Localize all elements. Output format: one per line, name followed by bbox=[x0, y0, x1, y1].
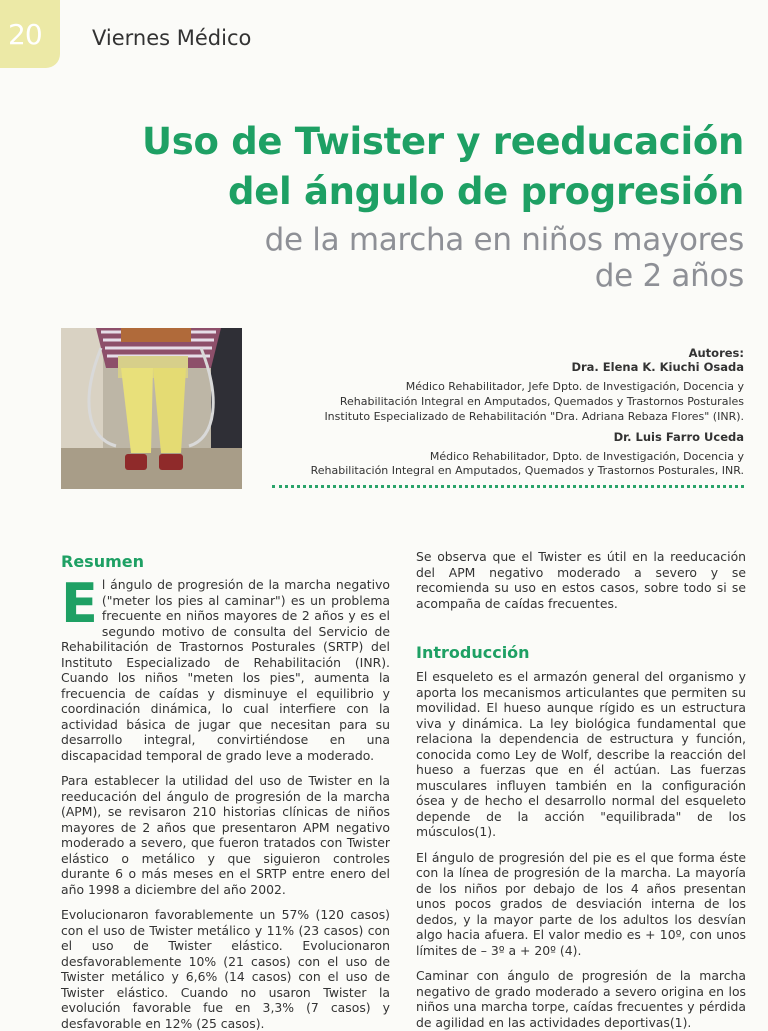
dotted-divider bbox=[272, 485, 744, 488]
author-1-name: Dra. Elena K. Kiuchi Osada bbox=[571, 360, 744, 374]
resumen-paragraph-3: Evolucionaron favorablemente un 57% (120 casos) con el uso de Twister metálico y 11% (23 casos) con el uso de Twister elástico. Evolucionaron desfavorablemente 10% (21 casos) con el uso de Twister metálico y 6,6% (14 casos) con el uso de Twister elástico. Cuando no usaron Twister la evolución favorable fue en 3,3% (7 casos) y desfavorable en 12% (25 casos). bbox=[61, 907, 390, 1031]
section-name: Viernes Médico bbox=[92, 26, 252, 50]
resumen-paragraph-1-text: l ángulo de progresión de la marcha negativo ("meter los pies al caminar") es un problema frecuente en niños mayores de 2 años y es el segundo motivo de consulta del Servicio de Rehabilitación de Trastornos Posturales (SRTP) del Instituto Especializado de Rehabilitación (INR). Cuando los niños "meten los pies", aumenta la frecuencia de caídas y disminuye el equilibrio y coordinación dinámica, lo cual interfiere con la actividad básica de jugar que necesitan para su desarrollo integral, convirtiéndose en una discapacidad temporal de grado leve a moderado. bbox=[61, 577, 390, 763]
article-title-line-1: Uso de Twister y reeducación bbox=[142, 120, 744, 163]
author-2-affiliation-2: Rehabilitación Integral en Amputados, Quemados y Trastornos Posturales, INR. bbox=[310, 464, 744, 477]
page-number: 20 bbox=[8, 18, 42, 51]
introduccion-paragraph-3: Caminar con ángulo de progresión de la marcha negativo de grado moderado a severo origina en los niños una marcha torpe, caídas frecuentes y pérdida de agilidad en las actividades deportivas(1). bbox=[416, 968, 746, 1030]
page-number-tab bbox=[0, 0, 60, 68]
photo-illustration bbox=[61, 328, 242, 489]
author-1-affiliation-2: Rehabilitación Integral en Amputados, Quemados y Trastornos Posturales bbox=[339, 395, 744, 408]
drop-cap: E bbox=[61, 572, 98, 635]
author-2-affiliation-1: Médico Rehabilitador, Dpto. de Investigación, Docencia y bbox=[429, 450, 744, 463]
resumen-paragraph-1 bbox=[61, 572, 390, 763]
author-2-name: Dr. Luis Farro Uceda bbox=[613, 430, 744, 444]
introduccion-paragraph-1: El esqueleto es el armazón general del organismo y aporta los mecanismos articulantes que permiten su movilidad. El hueso aunque rígido es un estructura viva y dinámica. La ley biológica fundamental que relaciona la dependencia de estructura y función, conocida como Ley de Wolf, describe la reacción del hueso a fuerzas que en él actúan. Las fuerzas musculares influyen también en la configuración ósea y de hecho el desarrollo normal del esqueleto depende de la acción "equilibrada" de los músculos(1). bbox=[416, 669, 746, 839]
resumen-paragraph-2: Para establecer la utilidad del uso de Twister en la reeducación del ángulo de progresión de la marcha (APM), se revisaron 210 historias clínicas de niños mayores de 2 años que presentaron APM negativo moderado a severo, que fueron tratados con Twister elástico o metálico y que siguieron controles durante 6 o más meses en el SRTP entre enero del año 1998 a diciembre del año 2002. bbox=[61, 773, 390, 897]
article-title-line-2: del ángulo de progresión bbox=[228, 170, 744, 213]
author-1-affiliation-3: Instituto Especializado de Rehabilitación "Dra. Adriana Rebaza Flores" (INR). bbox=[324, 410, 744, 423]
author-1-affiliation-1: Médico Rehabilitador, Jefe Dpto. de Investigación, Docencia y bbox=[405, 380, 744, 393]
resumen-left-column bbox=[61, 572, 390, 1031]
introduccion-column bbox=[416, 669, 746, 1030]
introduccion-paragraph-2: El ángulo de progresión del pie es el que forma éste con la línea de progresión de la marcha. La mayoría de los niños por debajo de los 4 años presentan unos pocos grados de desviación interna de los dedos, y la mayor parte de los adultos los desvían algo hacia afuera. El valor medio es + 10º, con unos límites de – 3º a + 20º (4). bbox=[416, 849, 746, 958]
article-subtitle-line-1: de la marcha en niños mayores bbox=[264, 222, 744, 258]
article-subtitle-line-2: de 2 años bbox=[594, 258, 744, 294]
child-walking-photo bbox=[61, 328, 242, 489]
authors-label: Autores: bbox=[688, 346, 744, 360]
introduccion-heading: Introducción bbox=[416, 643, 530, 662]
resumen-paragraph-4: Se observa que el Twister es útil en la reeducación del APM negativo moderado a severo y se recomienda su uso en estos casos, sobre todo si se acompaña de caídas frecuentes. bbox=[416, 549, 746, 611]
resumen-heading: Resumen bbox=[61, 552, 144, 571]
resumen-continued bbox=[416, 549, 746, 611]
